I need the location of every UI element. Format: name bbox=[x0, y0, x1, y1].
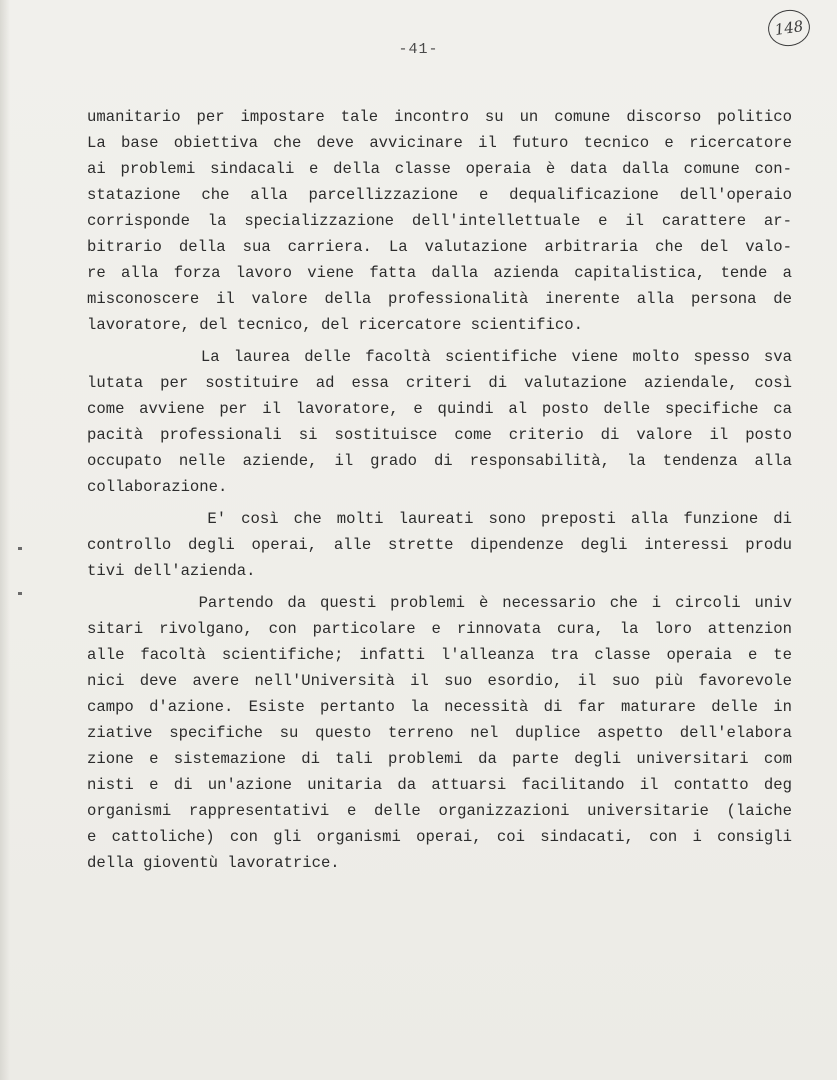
text-line: Partendo da questi problemi è necessario che i circoli univ bbox=[87, 594, 792, 612]
margin-mark bbox=[18, 592, 22, 595]
paragraph-4 bbox=[87, 590, 792, 876]
text-line: nisti e di un'azione unitaria da attuarsi facilitando il contatto deg bbox=[87, 776, 792, 794]
text-line: tivi dell'azienda. bbox=[87, 562, 256, 580]
text-line: re alla forza lavoro viene fatta dalla azienda capitalistica, tende a bbox=[87, 264, 792, 282]
text-line: e cattoliche) con gli organismi operai, coi sindacati, con i consigli bbox=[87, 828, 792, 846]
text-line: pacità professionali si sostituisce come criterio di valore il posto bbox=[87, 426, 792, 444]
text-line: misconoscere il valore della professionalità inerente alla persona de bbox=[87, 290, 792, 308]
text-line: bitrario della sua carriera. La valutazione arbitraria che del valo- bbox=[87, 238, 792, 256]
margin-mark bbox=[18, 547, 22, 550]
text-line: come avviene per il lavoratore, e quindi al posto delle specifiche ca bbox=[87, 400, 792, 418]
text-line: La laurea delle facoltà scientifiche viene molto spesso sva bbox=[87, 348, 792, 366]
body-text bbox=[87, 104, 792, 876]
text-line: lutata per sostituire ad essa criteri di valutazione aziendale, così bbox=[87, 374, 792, 392]
text-line: nici deve avere nell'Università il suo esordio, il suo più favorevole bbox=[87, 672, 792, 690]
text-line: ziative specifiche su questo terreno nel duplice aspetto dell'elabora bbox=[87, 724, 792, 742]
text-line: collaborazione. bbox=[87, 478, 228, 496]
text-line: E' così che molti laureati sono preposti alla funzione di bbox=[87, 510, 792, 528]
text-line: ai problemi sindacali e della classe operaia è data dalla comune con- bbox=[87, 160, 792, 178]
archive-stamp-number: 148 bbox=[766, 7, 813, 48]
paragraph-2 bbox=[87, 344, 792, 500]
text-line: statazione che alla parcellizzazione e dequalificazione dell'operaio bbox=[87, 186, 792, 204]
page-edge-shadow bbox=[0, 0, 10, 1080]
text-line: La base obiettiva che deve avvicinare il futuro tecnico e ricercatore bbox=[87, 134, 792, 152]
page-number: -41- bbox=[398, 41, 439, 58]
text-line: occupato nelle aziende, il grado di responsabilità, la tendenza alla bbox=[87, 452, 792, 470]
text-line: della gioventù lavoratrice. bbox=[87, 854, 340, 872]
text-line: organismi rappresentativi e delle organizzazioni universitarie (laiche bbox=[87, 802, 792, 820]
text-line: corrisponde la specializzazione dell'intellettuale e il carattere ar- bbox=[87, 212, 792, 230]
text-line: campo d'azione. Esiste pertanto la necessità di far maturare delle in bbox=[87, 698, 792, 716]
text-line: sitari rivolgano, con particolare e rinnovata cura, la loro attenzion bbox=[87, 620, 792, 638]
paragraph-1 bbox=[87, 104, 792, 338]
text-line: zione e sistemazione di tali problemi da parte degli universitari com bbox=[87, 750, 792, 768]
text-line: lavoratore, del tecnico, del ricercatore scientifico. bbox=[87, 316, 583, 334]
text-line: umanitario per impostare tale incontro su un comune discorso politico bbox=[87, 108, 792, 126]
paragraph-3 bbox=[87, 506, 792, 584]
text-line: controllo degli operai, alle strette dipendenze degli interessi produ bbox=[87, 536, 792, 554]
text-line: alle facoltà scientifiche; infatti l'alleanza tra classe operaia e te bbox=[87, 646, 792, 664]
